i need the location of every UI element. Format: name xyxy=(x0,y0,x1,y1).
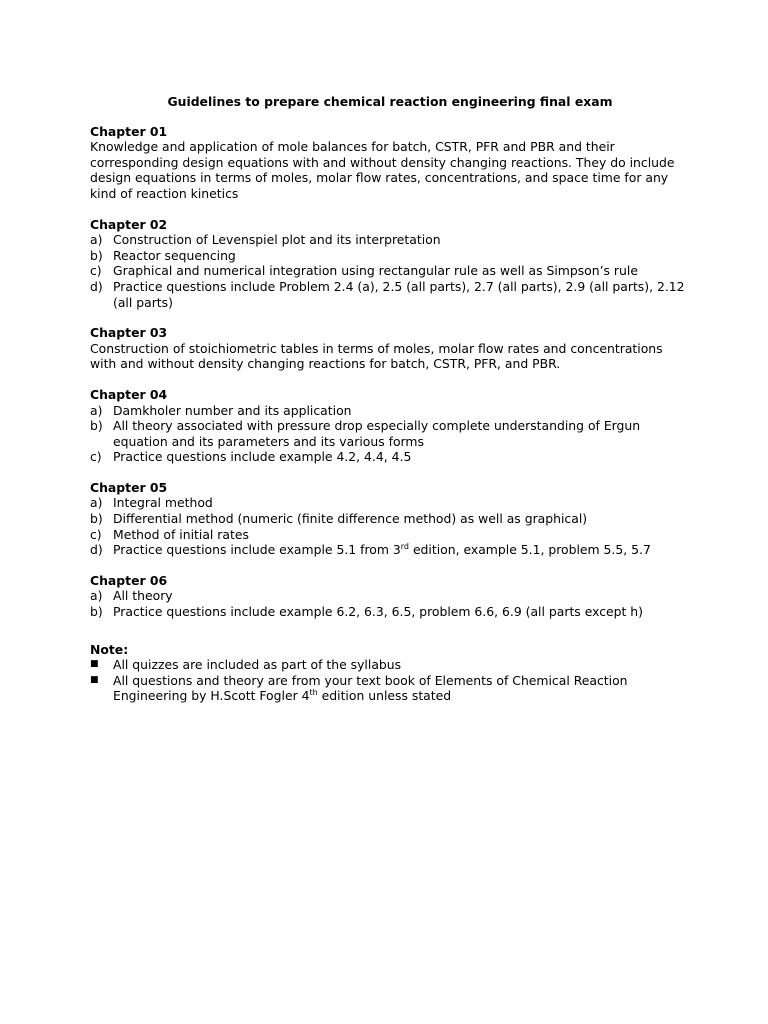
list-item xyxy=(90,527,690,543)
list-item-text: Practice questions include Problem 2.4 (a), 2.5 (all parts), 2.7 (all parts), 2.9 (all parts), 2.12 (all parts) xyxy=(113,278,685,310)
list-marker: b) xyxy=(90,511,103,527)
list-item-text: Reactor sequencing xyxy=(113,247,236,263)
list-item xyxy=(90,542,690,558)
list-marker: d) xyxy=(90,542,103,558)
list-item-text: Damkholer number and its application xyxy=(113,402,352,418)
chapter-04-list xyxy=(90,403,690,465)
list-item-text: All theory associated with pressure drop especially complete understanding of Ergun equation and its parameters and its various forms xyxy=(113,418,641,449)
chapter-02-heading: Chapter 02 xyxy=(90,216,168,232)
document-title: Guidelines to prepare chemical reaction engineering final exam xyxy=(167,94,613,109)
ordinal-superscript: th xyxy=(309,688,318,698)
chapter-04-heading: Chapter 04 xyxy=(90,386,168,402)
list-item xyxy=(90,418,690,449)
list-marker: b) xyxy=(90,418,103,434)
list-item-text: All quizzes are included as part of the syllabus xyxy=(113,657,402,673)
square-bullet-icon: ■ xyxy=(90,659,99,670)
text-segment: Practice questions include example 5.1 from 3 xyxy=(113,542,401,558)
list-marker: a) xyxy=(90,232,103,248)
list-marker: a) xyxy=(90,588,103,604)
list-marker: d) xyxy=(90,278,103,294)
note-list xyxy=(90,657,690,704)
chapter-02-list xyxy=(90,232,690,310)
list-item-text: Differential method (numeric (finite difference method) as well as graphical) xyxy=(113,511,588,527)
chapter-01-heading: Chapter 01 xyxy=(90,123,168,139)
list-item-text: Integral method xyxy=(113,495,213,511)
chapter-01-section xyxy=(90,124,690,202)
note-heading: Note: xyxy=(90,641,129,657)
list-marker: c) xyxy=(90,526,102,542)
list-item-text: Method of initial rates xyxy=(113,526,249,542)
list-item xyxy=(90,588,690,604)
list-item-text: All theory xyxy=(113,588,173,604)
list-item-text: Practice questions include example 6.2, 6.3, 6.5, problem 6.6, 6.9 (all parts except h) xyxy=(113,604,643,620)
list-marker: a) xyxy=(90,495,103,511)
list-item xyxy=(90,449,690,465)
list-item-text xyxy=(113,542,690,558)
list-item xyxy=(90,403,690,419)
list-marker: c) xyxy=(90,449,102,465)
list-item xyxy=(90,263,690,279)
chapter-03-heading: Chapter 03 xyxy=(90,325,168,341)
square-bullet-icon: ■ xyxy=(90,674,99,685)
list-item xyxy=(90,248,690,264)
list-item xyxy=(90,495,690,511)
document-page xyxy=(90,94,690,719)
note-section xyxy=(90,642,690,704)
list-item-text: Practice questions include example 4.2, 4.4, 4.5 xyxy=(113,449,412,465)
chapter-06-section xyxy=(90,573,690,620)
list-marker: c) xyxy=(90,263,102,279)
list-marker: a) xyxy=(90,402,103,418)
chapter-04-section xyxy=(90,387,690,465)
chapter-03-section xyxy=(90,325,690,372)
list-item xyxy=(90,511,690,527)
list-item xyxy=(90,673,690,704)
list-item xyxy=(90,604,690,620)
text-segment: edition, example 5.1, problem 5.5, 5.7 xyxy=(409,542,651,558)
list-item xyxy=(90,279,690,310)
list-item xyxy=(90,232,690,248)
ordinal-superscript: rd xyxy=(400,542,409,552)
chapter-05-section xyxy=(90,480,690,558)
text-segment: All questions and theory are from your text book of Elements of Chemical Reaction Engineering by H.Scott Fogler 4 xyxy=(113,672,628,704)
text-segment: edition unless stated xyxy=(317,688,452,704)
list-item-text xyxy=(113,673,690,704)
list-marker: b) xyxy=(90,604,103,620)
chapter-06-heading: Chapter 06 xyxy=(90,572,168,588)
chapter-06-list xyxy=(90,588,690,619)
chapter-03-text: Construction of stoichiometric tables in terms of moles, molar flow rates and concentrations with and without density changing reactions for batch, CSTR, PFR, and PBR. xyxy=(90,340,663,372)
chapter-02-section xyxy=(90,217,690,311)
chapter-05-heading: Chapter 05 xyxy=(90,479,168,495)
list-marker: b) xyxy=(90,247,103,263)
chapter-01-text: Knowledge and application of mole balances for batch, CSTR, PFR and PBR and their corresponding design equations with and without density changing reactions. They do include design equations in terms of moles, molar flow rates, concentrations, and space time for any kind of reaction kinetics xyxy=(90,139,675,201)
list-item-text: Graphical and numerical integration using rectangular rule as well as Simpson’s rule xyxy=(113,263,638,279)
list-item-text: Construction of Levenspiel plot and its interpretation xyxy=(113,232,441,248)
chapter-05-list xyxy=(90,495,690,557)
list-item xyxy=(90,657,690,673)
